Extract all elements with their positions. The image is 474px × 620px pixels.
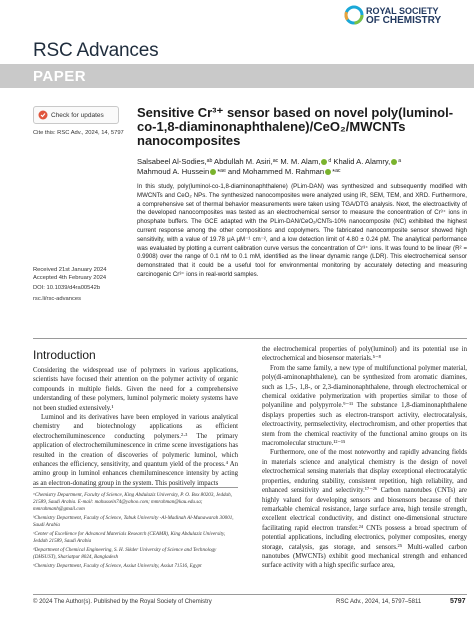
orcid-icon[interactable]: [321, 159, 327, 165]
citation: Cite this: RSC Adv., 2024, 14, 5797: [33, 130, 124, 136]
paragraph: Luminol and its derivatives have been employed in various analytical chemistry and biotechnology applications as efficient electrochemiluminescence conducting polymers.²·³ The primary application of electrochemiluminescence in crime scene investigations has resulted in the creation of discoveries of polymeric luminol, which enhances the efficiency, sensitivity, and quantum yield of the process.⁴ An amino group in luminol enhances chemiluminescence intensity by acting as an electron-donating group in the system. This positively impacts: [33, 414, 238, 487]
footnote: ᵃChemistry Department, Faculty of Science, King Abdulaziz University, P. O. Box 80203, Jeddah, 21589, Saudi Arabia. E-mail: mahussein74@yahoo.com; mmrahman@kau.edu.sa; mmrahmanh@gmail.com: [33, 492, 232, 512]
paragraph: From the same family, a new type of multifunctional polymer material, poly(di-aminonaphthalene), can be synthesized from aromatic diamines, such as 1,5-, 1,8-, or 2,3-diaminonaphthalene, through electrochemical or chemical oxidative polymerization with properties similar to those of polyaniline and polypyrrole.⁹⁻¹¹ The substance 1,8-diaminonaphthalene displays properties such as electron-transport activity, electrocatalysis, electroactivity, permselectivity, electrochromism, and other properties that stem from the chemical reactivity of the functional amino groups on its macromolecular structure.¹²⁻¹⁵: [262, 364, 467, 448]
body-column-left: [33, 366, 238, 488]
article-title: Sensitive Cr³⁺ sensor based on novel poly(luminol-co-1,8-diaminonaphthalene)/CeO₂/MWCNTs nanocomposites: [137, 105, 454, 148]
body-column-right: [262, 345, 467, 571]
footnote: ᵈDepartment of Chemical Engineering, S. H. Sikder University of Science and Technology (DHSUST), Shariatpur 8024, Bangladesh: [33, 547, 217, 560]
copyright-notice: © 2024 The Author(s). Published by the Royal Society of Chemistry: [33, 599, 212, 605]
author-list: Salsabeel Al-Sodies,ᵃᵇ Abdullah M. Asiri,ᵃᶜ M. M. Alam, ᵈ Khalid A. Alamry, ᵃ Mahmoud A. Hussein *ᵃᵉ and Mohammed M. Rahman *ᵃᶜ: [137, 157, 402, 176]
paragraph: the electrochemical properties of poly(luminol) and its potential use in electrochemical and biosensor materials.⁵⁻⁸: [262, 346, 467, 363]
check-updates-label: Check for updates: [51, 111, 104, 119]
journal-link[interactable]: rsc.li/rsc-advances: [33, 296, 81, 302]
rsc-logo-text: ROYAL SOCIETY OF CHEMISTRY: [366, 6, 442, 26]
doi-link[interactable]: DOI: 10.1039/d4ra00542b: [33, 285, 101, 291]
journal-reference: RSC Adv., 2024, 14, 5797–5811: [336, 599, 422, 605]
footnote: ᵉChemistry Department, Faculty of Science, Assiut University, Assiut 71516, Egypt: [33, 563, 202, 569]
paper-type-label: PAPER: [33, 68, 87, 85]
check-for-updates-button[interactable]: [33, 106, 119, 124]
paragraph: Considering the widespread use of polymers in various applications, scientists have focused their attention on the polymer activity of organic compounds in multiple fields. Given the need for a comprehensive understanding of these polymers, luminol polymeric moiety systems have not been studied extensively.¹: [33, 367, 238, 412]
journal-title: RSC Advances: [33, 40, 159, 61]
section-heading: Introduction: [33, 348, 96, 362]
footer-divider: [33, 594, 467, 595]
rsc-emblem-icon: [346, 7, 362, 23]
accepted-date: Accepted 4th February 2024: [33, 275, 107, 281]
orcid-icon[interactable]: [210, 169, 216, 175]
section-divider: [33, 338, 467, 339]
received-dates: [33, 266, 133, 282]
paragraph: Furthermore, one of the most noteworthy and rapidly advancing fields in materials science and analytical chemistry is the design of novel electrochemical sensing materials that display exceptional electrocatalytic properties, enduring stability, consistent repetition, high reliability, and enhanced sensitivity and selectivity.¹⁷⁻²⁶ Carbon nanotubes (CNTs) are highly valued for developing sensors and biosensors because of their remarkable chemical resistance, large surface area, high tensile strength, excellent electrical conductivity, and distinct one-dimensional structure facilitating rapid electron transfer.²⁴ CNTs possess a broad spectrum of potential applications, including electronics, polymer composites, energy storage, catalysis, gas storage, and sensors.²⁵ Multi-walled carbon nanotubes (MWCNTs) exhibit good mechanical strength and enhanced surface activity with a high specific surface area,: [262, 449, 467, 570]
abstract: In this study, poly(luminol-co-1,8-diaminonaphthalene) (PLim-DAN) was synthesized and subsequently modified with MWCNTs and CeO₂ NPs. The synthesized nanocomposites were analyzed using IR, SEM, TEM, and XRD. Furthermore, a comprehensive set of thermal behavior measurements were taken using TGA/DTG analysis. Next, the electroactivity of the developed nanocomposites was tested as an electrochemical sensor to measure the concentration of Cr³⁺ ions in phosphate buffers. The GCE adapted with the PLim-DAN/CeO₂/CNTs-10% nanocomposite (NC) exhibited the highest current response among the other compositions and copolymers. The fabricated nanocomposite sensor showed high sensitivity, with a value of 19.78 μA μM⁻¹ cm⁻², and a low detection limit of 4.80 ± 0.24 pM. The analytical performance was evaluated by plotting a current calibration curve versus the concentration of Cr³⁺ ions. It was found to be linear (R² = 0.9908) over the range of 0.1 nM to 0.1 mM, identified as the linear dynamic range (LDR). This electrochemical sensor demonstrated that it could be a useful tool for environmental monitoring by accurately detecting and measuring carcinogenic Cr³⁺ ions in real-world samples.: [137, 183, 467, 278]
received-date: Received 21st January 2024: [33, 267, 107, 273]
page-number: 5797: [450, 598, 466, 605]
orcid-icon[interactable]: [391, 159, 397, 165]
footnote: ᶜCenter of Excellence for Advanced Materials Research (CEAMR), King Abdulaziz University, Jeddah 21589, Saudi Arabia: [33, 531, 226, 544]
footnote-divider: [33, 487, 238, 488]
orcid-icon[interactable]: [325, 169, 331, 175]
affiliation-footnotes: [33, 492, 238, 572]
check-updates-icon: [38, 110, 48, 120]
footnote: ᵇChemistry Department, Faculty of Science, Tabuk University -Al-Madinah Al-Munawarah 30001, Saudi Arabia: [33, 515, 234, 528]
